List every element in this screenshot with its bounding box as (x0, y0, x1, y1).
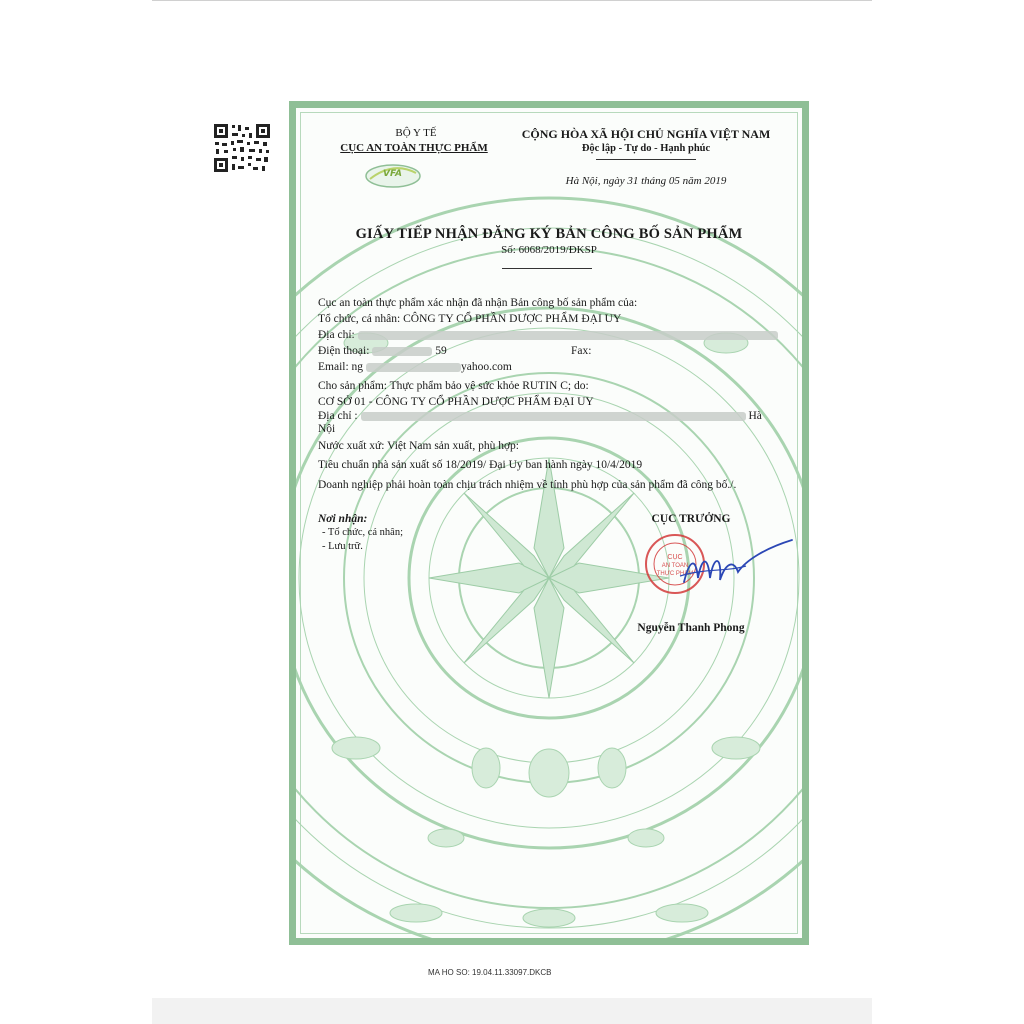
phone-suffix: 59 (435, 345, 447, 357)
motto-underline (596, 159, 696, 160)
redacted-email (366, 363, 461, 372)
email-suffix: yahoo.com (461, 361, 512, 373)
recipient-item: - Lưu trữ. (322, 541, 363, 552)
facility-address-end: Hà (748, 410, 762, 422)
email-prefix: ng (351, 361, 364, 373)
phone-line (318, 345, 447, 357)
address-line (318, 329, 778, 341)
product-line: Cho sản phẩm: Thực phẩm bảo vệ sức khỏe RUTIN C; do: (318, 380, 589, 392)
svg-text:THỰC PHẨM: THỰC PHẨM (656, 571, 694, 577)
origin-line: Nước xuất xứ: Việt Nam sản xuất, phù hợp: (318, 440, 519, 452)
facility-address-line2: Nội (318, 423, 336, 435)
phone-label: Điện thoại: (318, 345, 370, 357)
certificate-content (296, 108, 802, 938)
facility-line: CƠ SỞ 01 - CÔNG TY CỔ PHẦN DƯỢC PHẨM ĐẠI UY (318, 396, 594, 408)
facility-address-label: Địa chỉ : (318, 410, 358, 422)
fax-label: Fax: (571, 345, 592, 357)
vfa-logo-text: VFA (383, 169, 402, 179)
document-number: Số: 6068/2019/ĐKSP (501, 244, 597, 256)
email-line (318, 361, 512, 373)
redacted-phone (372, 347, 432, 356)
signatory-title: CỤC TRƯỞNG (651, 513, 731, 525)
recipient-item: - Tổ chức, cá nhân; (322, 527, 404, 538)
redacted-address (358, 331, 778, 340)
intro-line: Cục an toàn thực phẩm xác nhận đã nhận Bản công bố sản phẩm của: (318, 297, 638, 309)
ministry-name: BỘ Y TẾ (395, 127, 437, 139)
qr-code (212, 122, 272, 174)
national-motto: Độc lập - Tự do - Hạnh phúc (581, 143, 711, 154)
country-name: CỘNG HÒA XÃ HỘI CHỦ NGHĨA VIỆT NAM (521, 127, 771, 141)
issue-date: Hà Nội, ngày 31 tháng 05 năm 2019 (565, 175, 727, 187)
bottom-bar (152, 998, 872, 1024)
signatory-name: Nguyễn Thanh Phong (637, 622, 745, 634)
standard-line: Tiêu chuẩn nhà sản xuất số 18/2019/ Đại Uy ban hành ngày 10/4/2019 (318, 459, 643, 471)
facility-address-line (318, 410, 762, 422)
responsibility-line: Doanh nghiệp phải hoàn toàn chịu trách nhiệm về tính phù hợp của sản phẩm đã công bố./. (318, 479, 737, 491)
department-name: CỤC AN TOÀN THỰC PHẨM (340, 142, 488, 154)
svg-text:CỤC: CỤC (667, 554, 683, 561)
handwritten-signature (676, 538, 796, 598)
title-underline (502, 268, 592, 269)
certificate-document (289, 101, 809, 945)
organization-line: Tổ chức, cá nhân: CÔNG TY CỔ PHẦN DƯỢC PHẨM ĐẠI UY (318, 313, 622, 325)
recipients-title: Nơi nhận: (318, 513, 368, 525)
dossier-code: MA HO SO: 19.04.11.33097.DKCB (428, 968, 552, 977)
svg-text:AN TOÀN: AN TOÀN (661, 563, 689, 569)
address-label: Địa chỉ: (318, 329, 355, 341)
email-label: Email: (318, 361, 349, 373)
top-divider (152, 0, 872, 1)
document-title: GIẤY TIẾP NHẬN ĐĂNG KÝ BẢN CÔNG BỐ SẢN PHẨM (355, 226, 743, 242)
redacted-facility-address (361, 412, 746, 421)
